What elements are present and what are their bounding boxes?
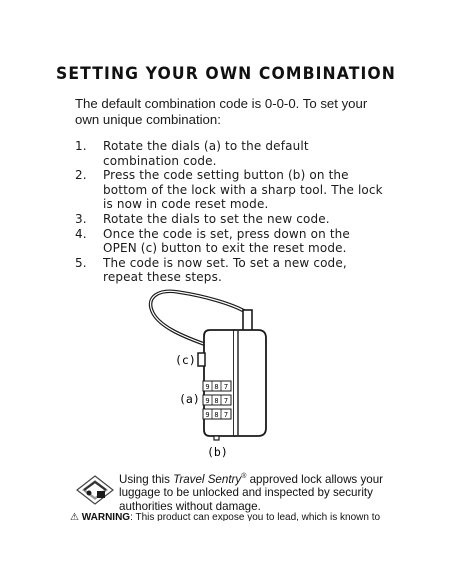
reset-button-b [214, 436, 219, 440]
dial-digit: 8 [214, 411, 219, 419]
dial-digit: 8 [214, 383, 219, 391]
page-title: SETTING YOUR OWN COMBINATION [55, 64, 396, 84]
dial-digit: 9 [205, 411, 210, 419]
lock-body-side [234, 330, 266, 436]
step-text: The code is now set. To set a new code, repeat these steps. [103, 255, 347, 285]
step-text: Once the code is set, press down on the OPEN (c) button to exit the reset mode. [103, 226, 350, 256]
travel-sentry-notice [119, 470, 389, 513]
combination-dials [203, 381, 231, 419]
warning-notice [70, 512, 390, 521]
step-number: 2. [75, 168, 87, 183]
step-number: 4. [75, 226, 87, 241]
intro-paragraph: The default combination code is 0-0-0. To set your own unique combination: [75, 96, 368, 127]
dial-digit: 7 [223, 397, 229, 405]
dial-digit: 7 [223, 411, 229, 419]
ts-reg-mark: ® [241, 473, 247, 480]
label-c: (c) [175, 353, 196, 367]
dial-digit: 7 [223, 383, 229, 391]
open-button-c [198, 353, 205, 366]
ts-text-suffix: approved lock allows your luggage to be unlocked and inspected by security authorities without damage. [119, 472, 384, 513]
lock-shackle-post [243, 310, 252, 331]
step-number: 1. [75, 139, 87, 153]
step-text: Press the code setting button (b) on the bottom of the lock with a sharp tool. The lock is now in code reset mode. [103, 168, 383, 212]
warning-text: : This product can expose you to lead, which is known to [130, 512, 381, 521]
warning-triangle-icon: ⚠ [70, 512, 82, 521]
travel-sentry-logo [75, 474, 115, 506]
dial-digit: 8 [214, 397, 219, 405]
step-number: 5. [75, 255, 87, 270]
dial-digit: 9 [205, 383, 210, 391]
step-text: Rotate the dials (a) to the default combination code. [103, 139, 309, 168]
label-a: (a) [179, 392, 200, 406]
ts-brand: Travel Sentry [173, 472, 242, 486]
ts-text-prefix: Using this [119, 472, 174, 486]
label-b: (b) [207, 445, 228, 459]
step-number: 3. [75, 211, 87, 226]
dial-digit: 9 [205, 397, 210, 405]
step-text: Rotate the dials to set the new code. [103, 211, 330, 226]
warning-label: WARNING [81, 512, 131, 521]
